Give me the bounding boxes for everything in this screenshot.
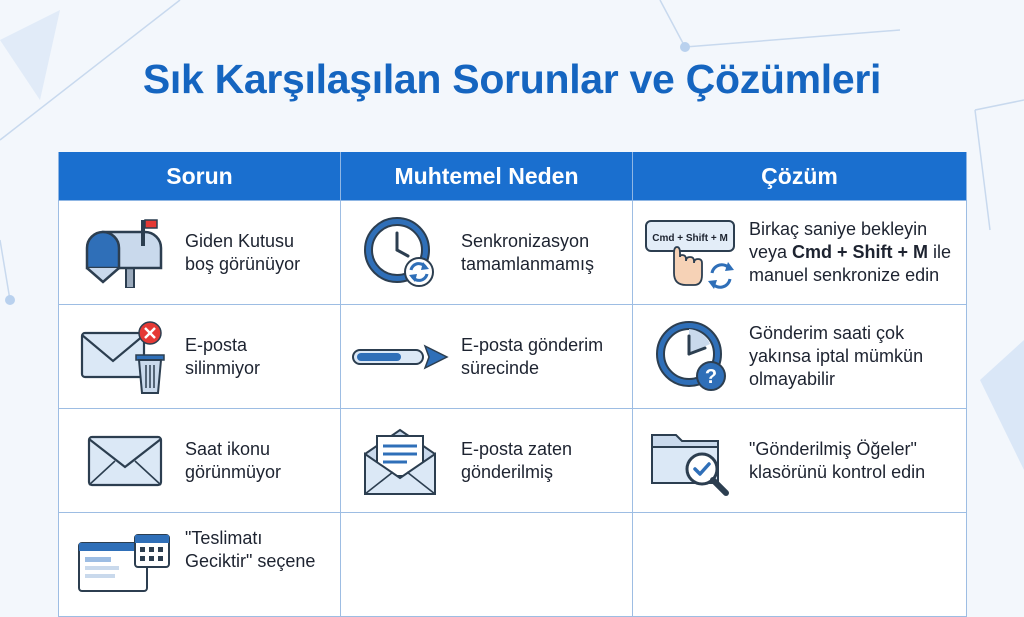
issue-cell [59, 513, 341, 617]
issue-line: Saat ikonu [185, 438, 271, 459]
cause-cell [341, 201, 633, 305]
svg-text:?: ? [704, 365, 718, 388]
cause-line: E-posta gönderim [461, 334, 604, 355]
solution-cell [633, 305, 967, 409]
cause-line: tamamlanmamış [461, 253, 595, 274]
issue-line: "Teslimatı [185, 528, 263, 548]
solution-cell-empty [633, 513, 967, 617]
solution-line: Birkaç saniye bekleyin [749, 219, 928, 239]
issue-line: Giden Kutusu [185, 230, 295, 251]
issue-cell [59, 409, 341, 513]
clock-question-icon [641, 318, 743, 396]
table-row [59, 305, 967, 409]
issues-table [58, 152, 967, 617]
table-row [59, 513, 967, 617]
open-envelope-icon [349, 424, 451, 498]
issue-line: boş görünüyor [185, 253, 301, 274]
cause-cell [341, 409, 633, 513]
table-row [59, 409, 967, 513]
cause-cell-empty [341, 513, 633, 617]
shortcut-text: Cmd + Shift + M [792, 242, 929, 262]
cause-line: Senkronizasyon [461, 230, 590, 251]
solution-line: klasörünü kontrol edin [749, 461, 926, 482]
window-calendar-icon [71, 533, 179, 593]
sending-progress-icon [349, 342, 451, 372]
solution-line: veya Cmd + Shift + M ile [749, 242, 952, 262]
table-row [59, 201, 967, 305]
table-header-row [59, 152, 967, 201]
envelope-delete-icon [71, 319, 179, 395]
keyboard-shortcut-icon [641, 217, 743, 289]
header-issue: Sorun [59, 152, 341, 201]
solution-line: yakınsa iptal mümkün [749, 346, 924, 366]
clock-sync-icon [349, 214, 451, 292]
solution-line: Gönderim saati çok [749, 323, 905, 343]
solution-line: manuel senkronize edin [749, 265, 940, 285]
solution-cell [633, 409, 967, 513]
issue-line: Geciktir" seçene [185, 551, 316, 571]
cause-cell [341, 305, 633, 409]
key-label: Cmd + Shift + M [652, 232, 728, 244]
issue-line: E-posta [185, 334, 248, 355]
header-solution: Çözüm [633, 152, 967, 201]
issue-cell [59, 305, 341, 409]
solution-line: "Gönderilmiş Öğeler" [749, 438, 917, 459]
page-title: Sık Karşılaşılan Sorunlar ve Çözümleri [142, 56, 882, 102]
issue-line: görünmüyor [185, 461, 282, 482]
folder-search-icon [641, 425, 743, 497]
mailbox-icon [71, 218, 179, 288]
cause-line: E-posta zaten [461, 438, 573, 459]
header-cause: Muhtemel Neden [341, 152, 633, 201]
issue-cell [59, 201, 341, 305]
solution-cell [633, 201, 967, 305]
issue-line: silinmiyor [185, 357, 261, 378]
cause-line: sürecinde [461, 357, 540, 378]
solution-line: olmayabilir [749, 369, 836, 389]
envelope-icon [71, 435, 179, 487]
cause-line: gönderilmiş [461, 461, 554, 482]
